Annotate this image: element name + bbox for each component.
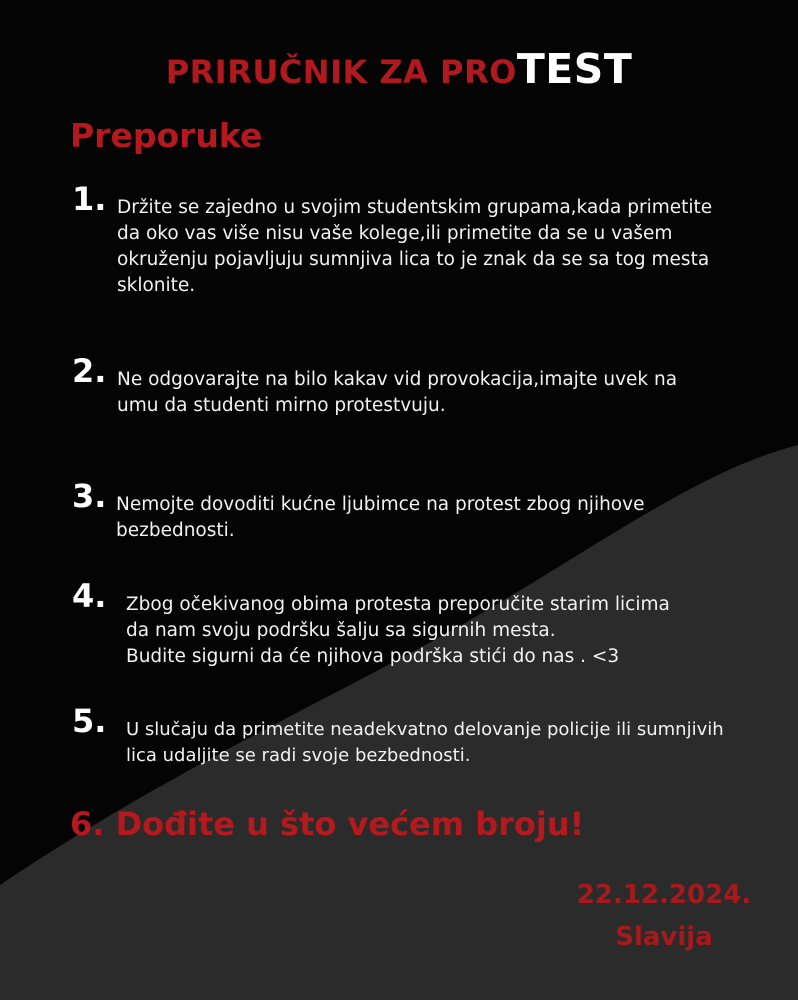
title-part-red: PRIRUČNIK ZA PRO — [165, 53, 517, 91]
item-text: Nemojte dovoditi kućne ljubimce na protest zbog njihove bezbednosti. — [116, 494, 645, 541]
event-date: 22.12.2024. — [576, 880, 752, 910]
item-number: 4. — [72, 577, 107, 615]
item-text: Zbog očekivanog obima protesta preporučite starim licima da nam svoju podršku šalju sa sigurnih mesta. Budite sigurni da će njihova podrška stići do nas . <3 — [126, 594, 670, 667]
item-number: 5. — [72, 702, 107, 740]
event-location: Slavija — [615, 922, 713, 952]
title-part-white: TEST — [516, 45, 633, 93]
call-to-action: 6. Dođite u što većem broju! — [70, 805, 585, 843]
item-number: 3. — [72, 477, 107, 515]
poster-title — [0, 45, 798, 93]
item-number: 1. — [72, 180, 107, 218]
item-text: Ne odgovarajte na bilo kakav vid provokacija,imajte uvek na umu da studenti mirno protestvuju. — [117, 369, 678, 416]
event-info — [554, 874, 774, 958]
item-text: Držite se zajedno u svojim studentskim grupama,kada primetite da oko vas više nisu vaše kolege,ili primetite da se u vašem okruženju pojavljuju sumnjiva lica to je znak da se sa tog mesta sklonite. — [117, 197, 713, 296]
item-text: U slučaju da primetite neadekvatno delovanje policije ili sumnjivih lica udaljite se radi svoje bezbednosti. — [126, 719, 724, 766]
section-heading: Preporuke — [70, 116, 263, 155]
item-number: 2. — [72, 352, 107, 390]
